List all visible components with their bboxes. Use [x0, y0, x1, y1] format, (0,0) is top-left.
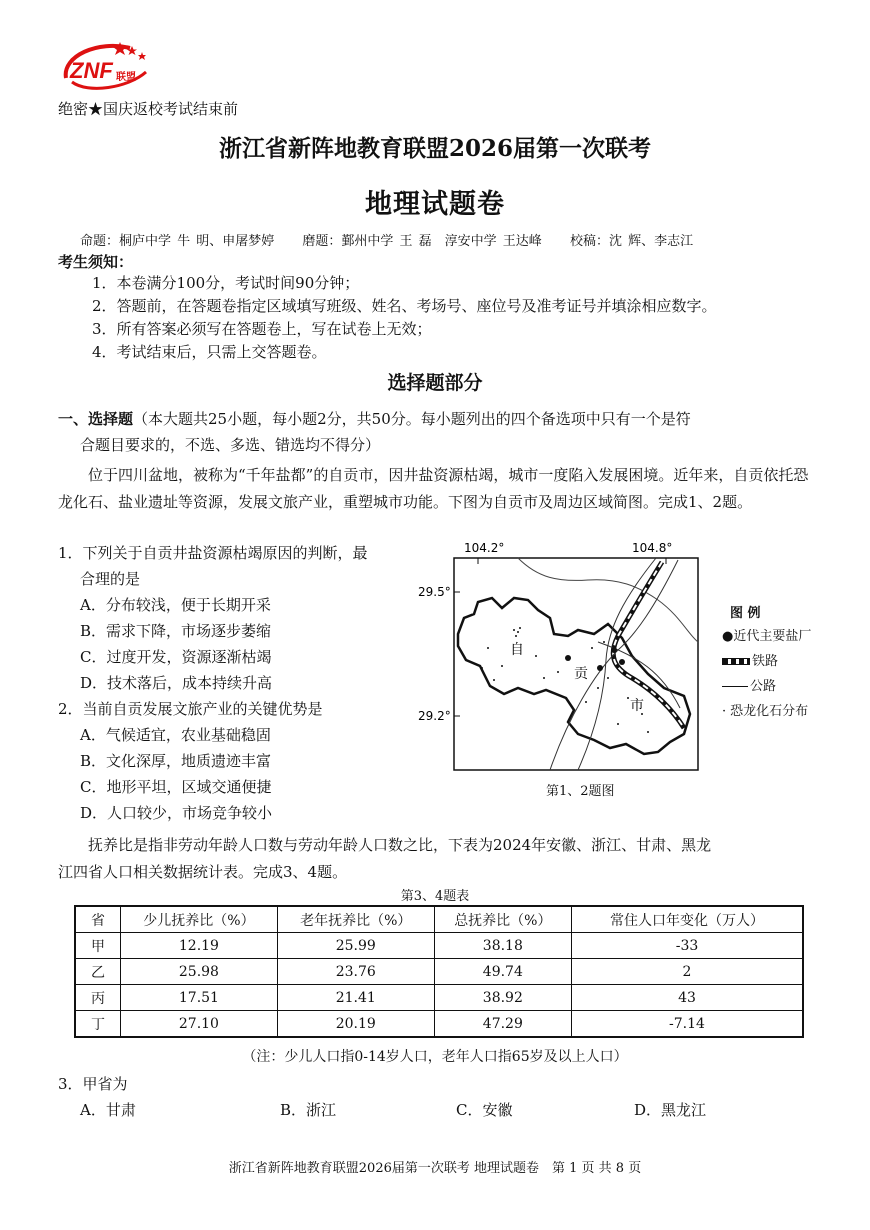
table-row: [75, 959, 803, 985]
table-cell: 丙: [75, 985, 121, 1011]
table-header: 老年抚养比（%）: [277, 906, 434, 933]
table-header: 总抚养比（%）: [434, 906, 571, 933]
part1-desc-cont: 合题目要求的，不选、多选、错选均不得分）: [80, 436, 381, 454]
legend-fossil-icon: ·: [722, 704, 727, 719]
table-row: [75, 933, 803, 959]
legend-salt: ●近代主要盐厂: [722, 629, 812, 644]
q2-option-d: D．人口较少，市场竞争较小: [80, 804, 273, 822]
passage-1: 位于四川盆地，被称为“千年盐都”的自贡市，因井盐资源枯竭，城市一度陷入发展困境。近年来，自贡依托恐龙化石、盐业遗址等资源，发展文旅产业，重塑城市功能。下图为自贡市及周边区域简图。完成1、2题。: [58, 466, 809, 511]
map-river: [518, 558, 698, 642]
logo-subtext: 联盟: [116, 72, 136, 83]
credits-line: [80, 230, 715, 249]
page-footer: 浙江省新阵地教育联盟2026届第一次联考 地理试题卷 第 1 页 共 8 页: [228, 1161, 642, 1176]
map-legend: [722, 602, 842, 719]
zigong-map: [418, 538, 727, 776]
table-cell: 17.51: [121, 985, 278, 1011]
population-table: [74, 905, 804, 1038]
q1-stem-cont: 合理的是: [80, 570, 141, 588]
table-note: （注：少儿人口指0-14岁人口，老年人口指65岁及以上人口）: [242, 1049, 628, 1065]
q3-option-b: B．浙江: [280, 1101, 337, 1119]
q3-option-a: A．甘肃: [80, 1101, 136, 1119]
q1-option-d: D．技术落后，成本持续升高: [80, 674, 273, 692]
legend-road-icon: [722, 686, 748, 687]
table-cell: 2: [572, 959, 804, 985]
map-frame: [454, 558, 698, 770]
q2-option-a: A．气候适宜，农业基础稳固: [80, 726, 271, 744]
map-lon-left: 104.2°: [464, 541, 505, 555]
map-salt-factory: [611, 647, 617, 653]
exam-subtitle: 地理试题卷: [365, 189, 505, 220]
table-row: [75, 985, 803, 1011]
credits-proof: 校稿：沈 辉、李志江: [569, 234, 694, 249]
q3-stem: 3．甲省为: [58, 1075, 128, 1093]
secret-label: 绝密★国庆返校考试结束前: [58, 100, 239, 118]
table-caption: 第3、4题表: [400, 889, 470, 904]
legend-rail: 铁路: [722, 650, 842, 669]
table-cell: -33: [572, 933, 804, 959]
notice-item: 1．本卷满分100分，考试时间90分钟；: [92, 274, 360, 292]
part1-heading: 一、选择题: [58, 410, 134, 428]
notice-item: 2．答题前，在答题卷指定区域填写班级、姓名、考场号、座位号及准考证号并填涂相应数字。: [92, 297, 717, 315]
table-cell: 乙: [75, 959, 121, 985]
map-label-zi: 自: [510, 642, 524, 658]
q1-stem: 1．下列关于自贡井盐资源枯竭原因的判断，最: [58, 544, 368, 562]
table-header: 常住人口年变化（万人）: [572, 906, 804, 933]
q1-option-a: A．分布较浅，便于长期开采: [80, 596, 271, 614]
map-lat-top: 29.5°: [418, 585, 451, 599]
table-cell: 12.19: [121, 933, 278, 959]
passage-2: 抚养比是指非劳动年龄人口数与劳动年龄人口数之比，下表为2024年安徽、浙江、甘肃、黑龙: [88, 836, 712, 854]
table-cell: 47.29: [434, 1011, 571, 1038]
q1-option-c: C．过度开发，资源逐渐枯竭: [80, 648, 272, 666]
credits-author: 命题：桐庐中学 牛 明、申屠梦婷: [80, 234, 275, 249]
logo-text: ZNF: [70, 58, 113, 83]
table-header: 少儿抚养比（%）: [121, 906, 278, 933]
q2-stem: 2．当前自贡发展文旅产业的关键优势是: [58, 700, 323, 718]
table-cell: 25.99: [277, 933, 434, 959]
znf-logo: [58, 38, 154, 96]
table-header: 省: [75, 906, 121, 933]
q1-option-b: B．需求下降，市场逐步萎缩: [80, 622, 272, 640]
map-caption: 第1、2题图: [546, 784, 615, 799]
part1-line1: [58, 408, 691, 429]
section-title: 选择题部分: [387, 372, 483, 394]
table-cell: 23.76: [277, 959, 434, 985]
credits-polish: 磨题：鄞州中学 王 磊 淳安中学 王达峰: [302, 234, 542, 249]
legend-rail-icon: [722, 658, 750, 665]
notice-heading: 考生须知：: [58, 253, 134, 271]
znf-logo-graphic: [58, 38, 154, 96]
map-label-gong: 贡: [574, 666, 588, 682]
table-cell: 21.41: [277, 985, 434, 1011]
notice-item: 3．所有答案必须写在答题卷上，写在试卷上无效；: [92, 320, 432, 338]
exam-title: 浙江省新阵地教育联盟2026届第一次联考: [218, 135, 651, 162]
map-salt-factory: [597, 665, 603, 671]
q3-option-c: C．安徽: [456, 1101, 513, 1119]
legend-fossil: · 恐龙化石分布: [722, 704, 809, 719]
legend-salt-icon: ●: [722, 629, 734, 644]
table-cell: 38.92: [434, 985, 571, 1011]
table-cell: 甲: [75, 933, 121, 959]
table-cell: -7.14: [572, 1011, 804, 1038]
map-label-shi: 市: [630, 698, 644, 714]
map-lon-right: 104.8°: [632, 541, 673, 555]
table-cell: 25.98: [121, 959, 278, 985]
table-cell: 丁: [75, 1011, 121, 1038]
table-cell: 38.18: [434, 933, 571, 959]
legend-title: 图 例: [730, 606, 761, 621]
map-salt-factory: [565, 655, 571, 661]
map-salt-factory: [619, 659, 625, 665]
q2-option-c: C．地形平坦，区域交通便捷: [80, 778, 272, 796]
passage-2-cont: 江四省人口相关数据统计表。完成3、4题。: [58, 863, 348, 881]
map-lat-bottom: 29.2°: [418, 709, 451, 723]
table-cell: 27.10: [121, 1011, 278, 1038]
table-cell: 49.74: [434, 959, 571, 985]
table-cell: 20.19: [277, 1011, 434, 1038]
table-row: [75, 1011, 803, 1038]
notice-item: 4．考试结束后，只需上交答题卷。: [92, 343, 327, 361]
q3-option-d: D．黑龙江: [634, 1101, 707, 1119]
table-header-row: [75, 906, 803, 933]
q2-option-b: B．文化深厚，地质遗迹丰富: [80, 752, 272, 770]
legend-road: 公路: [722, 675, 842, 694]
part1-desc: （本大题共25小题，每小题2分，共50分。每小题列出的四个备选项中只有一个是符: [133, 410, 691, 428]
table-cell: 43: [572, 985, 804, 1011]
